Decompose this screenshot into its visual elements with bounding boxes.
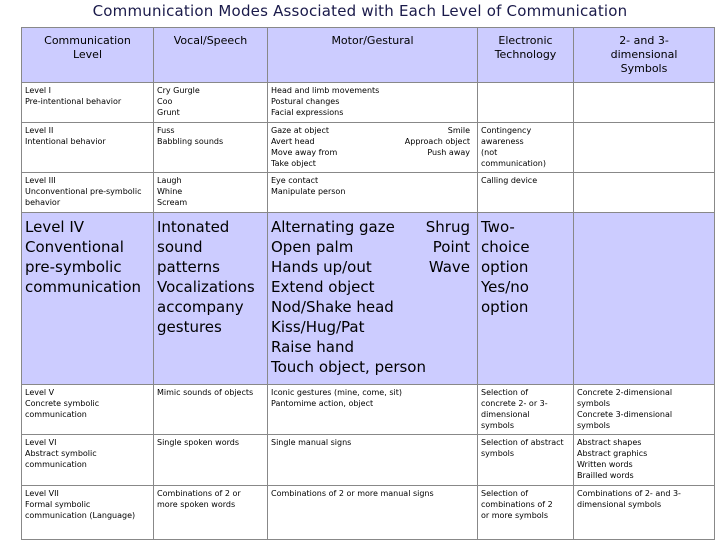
cell-symbols <box>574 435 715 486</box>
cell-electronic <box>478 83 574 123</box>
cell-symbols <box>574 213 715 385</box>
cell-line: Laugh <box>157 176 182 185</box>
header-motor-gestural: Motor/Gestural <box>268 28 478 83</box>
cell-line: Written words <box>577 460 633 469</box>
cell-line <box>271 317 474 337</box>
cell-electronic <box>478 486 574 540</box>
cell-line: communication <box>25 460 87 469</box>
cell-line: Conventional <box>25 238 124 256</box>
cell-line: Selection of <box>481 489 529 498</box>
cell-line: Calling device <box>481 176 538 185</box>
cell-text: Take object <box>271 159 316 168</box>
cell-motor <box>268 486 478 540</box>
cell-line: patterns <box>157 258 220 276</box>
cell-line: Fuss <box>157 126 175 135</box>
table-row <box>22 385 715 435</box>
cell-line: Manipulate person <box>271 187 346 196</box>
cell-motor <box>268 435 478 486</box>
header-electronic-technology: Electronic Technology <box>478 28 574 83</box>
cell-vocal <box>154 123 268 173</box>
cell-line: Unconventional pre-symbolic behavior <box>25 187 142 207</box>
cell-line: Selection of <box>481 388 529 397</box>
cell-text: Point <box>432 238 470 256</box>
page-title: Communication Modes Associated with Each Level of Communication <box>92 2 628 20</box>
cell-vocal <box>154 173 268 213</box>
cell-line: option <box>481 258 529 276</box>
cell-line: symbols <box>481 449 515 458</box>
cell-symbols <box>574 83 715 123</box>
table-body <box>22 83 715 540</box>
cell-line: Postural changes <box>271 97 340 106</box>
cell-line <box>271 297 474 317</box>
cell-line: Vocalizations <box>157 278 255 296</box>
cell-line: Abstract graphics <box>577 449 648 458</box>
cell-line: Level VII <box>25 489 59 498</box>
cell-line: Mimic sounds of objects <box>157 388 254 397</box>
table-row <box>22 83 715 123</box>
cell-line: Combinations of 2 or <box>157 489 241 498</box>
cell-line: Yes/no <box>481 278 529 296</box>
cell-symbols <box>574 173 715 213</box>
cell-line: Pre-intentional behavior <box>25 97 122 106</box>
table-row <box>22 213 715 385</box>
cell-line: Level III <box>25 176 56 185</box>
cell-line: Level II <box>25 126 54 135</box>
cell-text: Nod/Shake head <box>271 298 394 316</box>
cell-vocal <box>154 435 268 486</box>
cell-text: Shrug <box>425 218 470 236</box>
cell-line: Abstract shapes <box>577 438 642 447</box>
cell-electronic <box>478 385 574 435</box>
cell-line: more spoken words <box>157 500 236 509</box>
cell-text: Move away from <box>271 148 338 157</box>
cell-text: Push away <box>427 148 470 157</box>
cell-line <box>271 158 474 169</box>
cell-symbols <box>574 123 715 173</box>
cell-electronic <box>478 213 574 385</box>
cell-line: Two- <box>481 218 515 236</box>
cell-line: Brailled words <box>577 471 634 480</box>
cell-line: Grunt <box>157 108 180 117</box>
cell-line <box>271 125 474 136</box>
cell-line: pre-symbolic <box>25 258 122 276</box>
cell-line: combinations of 2 <box>481 500 553 509</box>
cell-symbols <box>574 385 715 435</box>
cell-line: Combinations of 2- and 3- <box>577 489 681 498</box>
cell-line: Pantomime action, object <box>271 399 374 408</box>
cell-line: Head and limb movements <box>271 86 380 95</box>
cell-electronic <box>478 123 574 173</box>
cell-text: Extend object <box>271 278 375 296</box>
cell-level <box>22 83 154 123</box>
cell-line: Formal symbolic <box>25 500 91 509</box>
table-row <box>22 123 715 173</box>
cell-line: sound <box>157 238 203 256</box>
cell-line: symbols <box>577 399 611 408</box>
cell-line: Level IV <box>25 218 85 236</box>
cell-line: Facial expressions <box>271 108 344 117</box>
cell-text: Kiss/Hug/Pat <box>271 318 365 336</box>
cell-line: communication <box>25 410 87 419</box>
cell-line: Iconic gestures (mine, come, sit) <box>271 388 402 397</box>
table-row <box>22 435 715 486</box>
cell-line: Selection of abstract <box>481 438 564 447</box>
cell-line: Coo <box>157 97 173 106</box>
cell-text: Gaze at object <box>271 126 329 135</box>
cell-motor <box>268 213 478 385</box>
cell-line: Concrete symbolic <box>25 399 100 408</box>
cell-text: Open palm <box>271 238 354 256</box>
cell-line: accompany <box>157 298 244 316</box>
cell-level <box>22 435 154 486</box>
cell-line <box>271 257 474 277</box>
cell-line: communication) <box>481 159 546 168</box>
cell-vocal <box>154 385 268 435</box>
cell-text: Raise hand <box>271 338 354 356</box>
cell-level <box>22 486 154 540</box>
cell-vocal <box>154 213 268 385</box>
cell-level <box>22 123 154 173</box>
table-row <box>22 486 715 540</box>
cell-text: Touch object, person <box>271 358 426 376</box>
cell-line <box>271 217 474 237</box>
cell-level <box>22 213 154 385</box>
cell-line: Level I <box>25 86 52 95</box>
cell-line: Babbling sounds <box>157 137 224 146</box>
cell-text: Wave <box>428 258 470 276</box>
cell-line <box>271 136 474 147</box>
cell-line: Level VI <box>25 438 57 447</box>
table-row <box>22 173 715 213</box>
cell-line: (not <box>481 148 498 157</box>
cell-line: Concrete 2-dimensional <box>577 388 673 397</box>
cell-line: Single spoken words <box>157 438 239 447</box>
cell-line <box>271 147 474 158</box>
cell-line: Cry Gurgle <box>157 86 200 95</box>
cell-line: Abstract symbolic <box>25 449 97 458</box>
cell-line: Whine <box>157 187 183 196</box>
cell-vocal <box>154 83 268 123</box>
cell-line: communication (Language) <box>25 511 136 520</box>
cell-electronic <box>478 435 574 486</box>
cell-line: Contingency <box>481 126 532 135</box>
cell-line: choice <box>481 238 530 256</box>
cell-level <box>22 385 154 435</box>
cell-line: or more symbols <box>481 511 549 520</box>
cell-line: concrete 2- or 3- <box>481 399 548 408</box>
cell-line: awareness <box>481 137 524 146</box>
cell-text: Alternating gaze <box>271 218 395 236</box>
cell-line: symbols <box>481 421 515 430</box>
cell-vocal <box>154 486 268 540</box>
header-row <box>22 28 715 83</box>
communication-modes-table <box>21 27 715 540</box>
cell-line: dimensional <box>481 410 530 419</box>
cell-motor <box>268 173 478 213</box>
cell-line: option <box>481 298 529 316</box>
cell-text: Hands up/out <box>271 258 372 276</box>
cell-line: Concrete 3-dimensional <box>577 410 673 419</box>
cell-symbols <box>574 486 715 540</box>
cell-line: Level V <box>25 388 55 397</box>
header-communication-level: Communication Level <box>22 28 154 83</box>
cell-line: Intonated <box>157 218 230 236</box>
cell-line <box>271 337 474 357</box>
cell-line <box>271 357 474 377</box>
cell-text: Avert head <box>271 137 315 146</box>
cell-text: Smile <box>447 126 470 135</box>
cell-motor <box>268 123 478 173</box>
cell-electronic <box>478 173 574 213</box>
cell-line <box>271 237 474 257</box>
cell-line <box>271 277 474 297</box>
cell-line: Combinations of 2 or more manual signs <box>271 489 434 498</box>
cell-motor <box>268 83 478 123</box>
cell-line: gestures <box>157 318 222 336</box>
cell-line: Intentional behavior <box>25 137 106 146</box>
cell-line: Single manual signs <box>271 438 352 447</box>
cell-line: symbols <box>577 421 611 430</box>
header-symbols: 2- and 3- dimensional Symbols <box>574 28 715 83</box>
cell-line: Scream <box>157 198 188 207</box>
cell-line: communication <box>25 278 142 296</box>
cell-text: Approach object <box>404 137 470 146</box>
cell-line: dimensional symbols <box>577 500 662 509</box>
cell-line: Eye contact <box>271 176 319 185</box>
cell-level <box>22 173 154 213</box>
header-vocal-speech: Vocal/Speech <box>154 28 268 83</box>
cell-motor <box>268 385 478 435</box>
